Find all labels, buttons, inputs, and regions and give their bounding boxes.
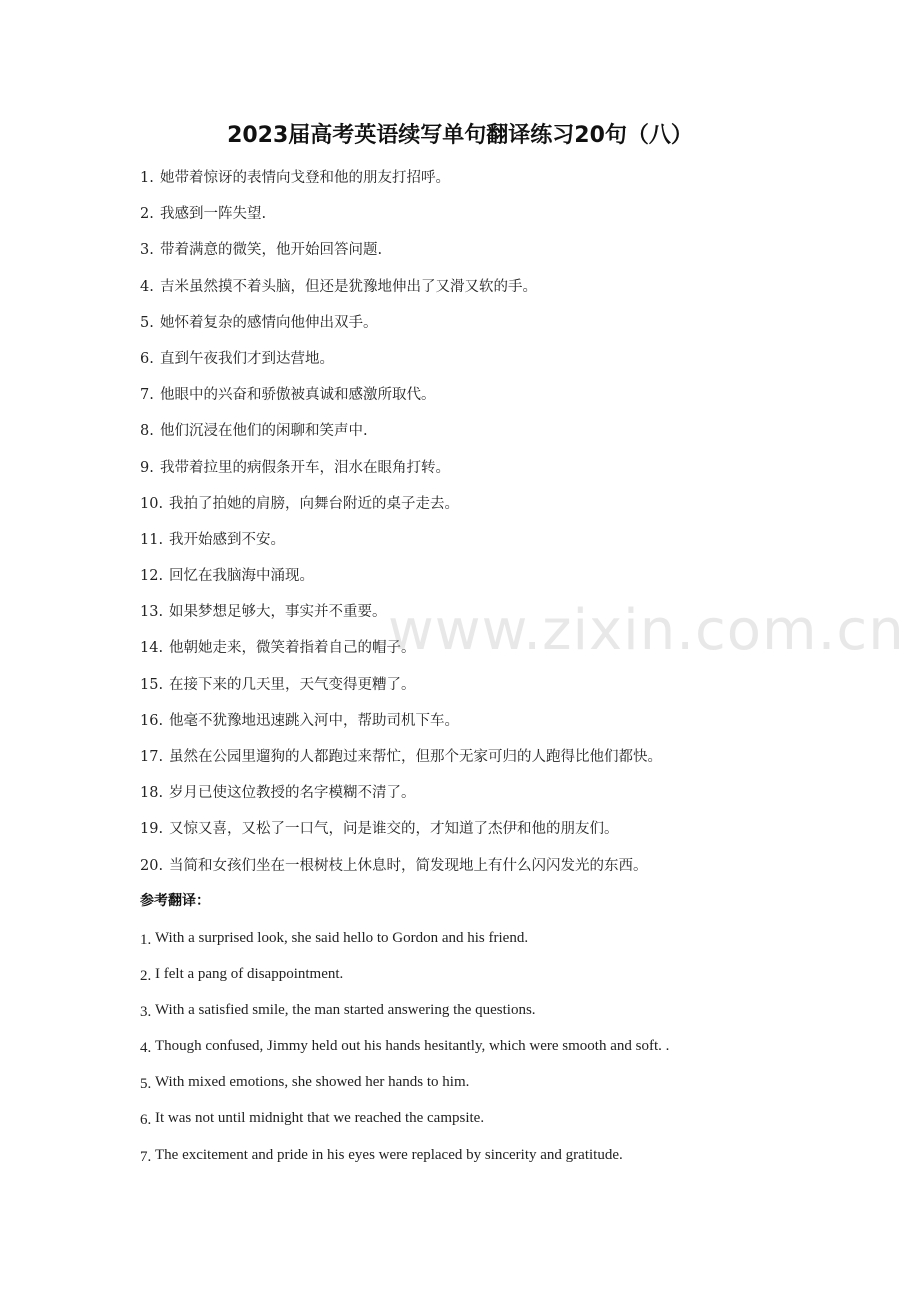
watermark: www.zixin.com.cn	[388, 598, 905, 663]
sentence-number: 16.	[140, 712, 164, 729]
sentence-text: 我带着拉里的病假条开车，泪水在眼角打转。	[160, 459, 450, 476]
sentence-number: 9.	[140, 459, 154, 476]
chinese-sentence	[140, 413, 860, 449]
chinese-sentence	[140, 630, 860, 666]
chinese-sentence	[140, 305, 860, 341]
chinese-sentence	[140, 196, 860, 232]
chinese-sentence	[140, 522, 860, 558]
document-title: 2023届高考英语续写单句翻译练习20句（八）	[227, 123, 693, 148]
sentence-number: 6.	[140, 350, 154, 367]
translation-text: With a surprised look, she said hello to Gordon and his friend.	[155, 930, 529, 946]
english-translation-list	[140, 920, 860, 1173]
sentence-number: 19.	[140, 821, 164, 838]
chinese-sentence	[140, 377, 860, 413]
sentence-text: 回忆在我脑海中涌现。	[169, 568, 314, 585]
sentence-text: 我拍了拍她的肩膀，向舞台附近的桌子走去。	[169, 495, 459, 512]
sentence-number: 12.	[140, 568, 164, 585]
chinese-sentence	[140, 341, 860, 377]
translation-text: The excitement and pride in his eyes were replaced by sincerity and gratitude.	[155, 1146, 623, 1163]
translation-number: 6.	[140, 1112, 152, 1129]
sentence-text: 直到午夜我们才到达营地。	[160, 350, 334, 367]
sentence-text: 吉米虽然摸不着头脑，但还是犹豫地伸出了又滑又软的手。	[160, 278, 537, 295]
translation-number: 3.	[140, 1004, 152, 1021]
sentence-number: 20.	[140, 857, 164, 874]
reference-heading: 参考翻译：	[140, 893, 210, 909]
sentence-text: 他眼中的兴奋和骄傲被真诚和感激所取代。	[160, 387, 436, 404]
sentence-text: 他朝她走来，微笑着指着自己的帽子。	[169, 640, 416, 657]
sentence-text: 带着满意的微笑，他开始回答问题.	[160, 242, 383, 259]
sentence-number: 3.	[140, 242, 154, 259]
sentence-text: 我感到一阵失望.	[160, 206, 267, 223]
translation-number: 7.	[140, 1148, 152, 1165]
translation-text: Though confused, Jimmy held out his hands hesitantly, which were smooth and soft. .	[155, 1038, 670, 1055]
chinese-sentence	[140, 269, 860, 305]
chinese-sentence	[140, 594, 860, 630]
translation-text: With mixed emotions, she showed her hands to him.	[155, 1074, 470, 1091]
sentence-text: 她带着惊讶的表情向戈登和他的朋友打招呼。	[160, 170, 450, 186]
translation-number: 4.	[140, 1040, 152, 1057]
chinese-sentence	[140, 450, 860, 486]
translation-number: 2.	[140, 968, 152, 985]
chinese-sentence	[140, 739, 860, 775]
english-translation	[140, 1137, 860, 1173]
translation-text: I felt a pang of disappointment.	[155, 966, 344, 983]
chinese-sentence	[140, 775, 860, 811]
translation-number: 5.	[140, 1076, 152, 1093]
chinese-sentence	[140, 558, 860, 594]
chinese-sentence	[140, 811, 860, 847]
chinese-sentence	[140, 667, 860, 703]
sentence-number: 4.	[140, 278, 154, 295]
sentence-number: 5.	[140, 314, 154, 331]
chinese-sentence	[140, 232, 860, 268]
sentence-text: 如果梦想足够大，事实并不重要。	[169, 604, 387, 621]
chinese-sentence	[140, 703, 860, 739]
sentence-text: 他们沉浸在他们的闲聊和笑声中.	[160, 423, 368, 440]
sentence-number: 8.	[140, 423, 154, 440]
english-translation	[140, 1100, 860, 1136]
sentence-text: 又惊又喜，又松了一口气，问是谁交的，才知道了杰伊和他的朋友们。	[169, 821, 619, 838]
english-translation	[140, 1028, 860, 1064]
sentence-text: 虽然在公园里遛狗的人都跑过来帮忙，但那个无家可归的人跑得比他们都快。	[169, 749, 662, 765]
translation-text: With a satisfied smile, the man started answering the questions.	[155, 1002, 536, 1019]
sentence-text: 他毫不犹豫地迅速跳入河中，帮助司机下车。	[169, 712, 459, 729]
translation-number: 1.	[140, 932, 152, 948]
sentence-number: 7.	[140, 387, 154, 404]
chinese-sentence-list	[140, 160, 860, 884]
sentence-text: 岁月已使这位教授的名字模糊不清了。	[169, 785, 416, 802]
sentence-number: 13.	[140, 604, 164, 621]
sentence-text: 她怀着复杂的感情向他伸出双手。	[160, 314, 378, 331]
sentence-number: 15.	[140, 676, 164, 693]
chinese-sentence	[140, 486, 860, 522]
english-translation	[140, 992, 860, 1028]
sentence-number: 17.	[140, 749, 164, 765]
english-translation	[140, 920, 860, 956]
sentence-number: 14.	[140, 640, 164, 657]
sentence-number: 18.	[140, 785, 164, 802]
chinese-sentence	[140, 848, 860, 884]
english-translation	[140, 1064, 860, 1100]
sentence-number: 2.	[140, 206, 154, 223]
sentence-number: 11.	[140, 531, 164, 548]
sentence-number: 10.	[140, 495, 164, 512]
sentence-text: 我开始感到不安。	[169, 531, 285, 548]
english-translation	[140, 956, 860, 992]
chinese-sentence	[140, 160, 860, 196]
sentence-number: 1.	[140, 170, 154, 186]
sentence-text: 在接下来的几天里，天气变得更糟了。	[169, 676, 416, 693]
translation-text: It was not until midnight that we reached the campsite.	[155, 1110, 485, 1127]
sentence-text: 当简和女孩们坐在一根树枝上休息时，简发现地上有什么闪闪发光的东西。	[169, 857, 648, 874]
